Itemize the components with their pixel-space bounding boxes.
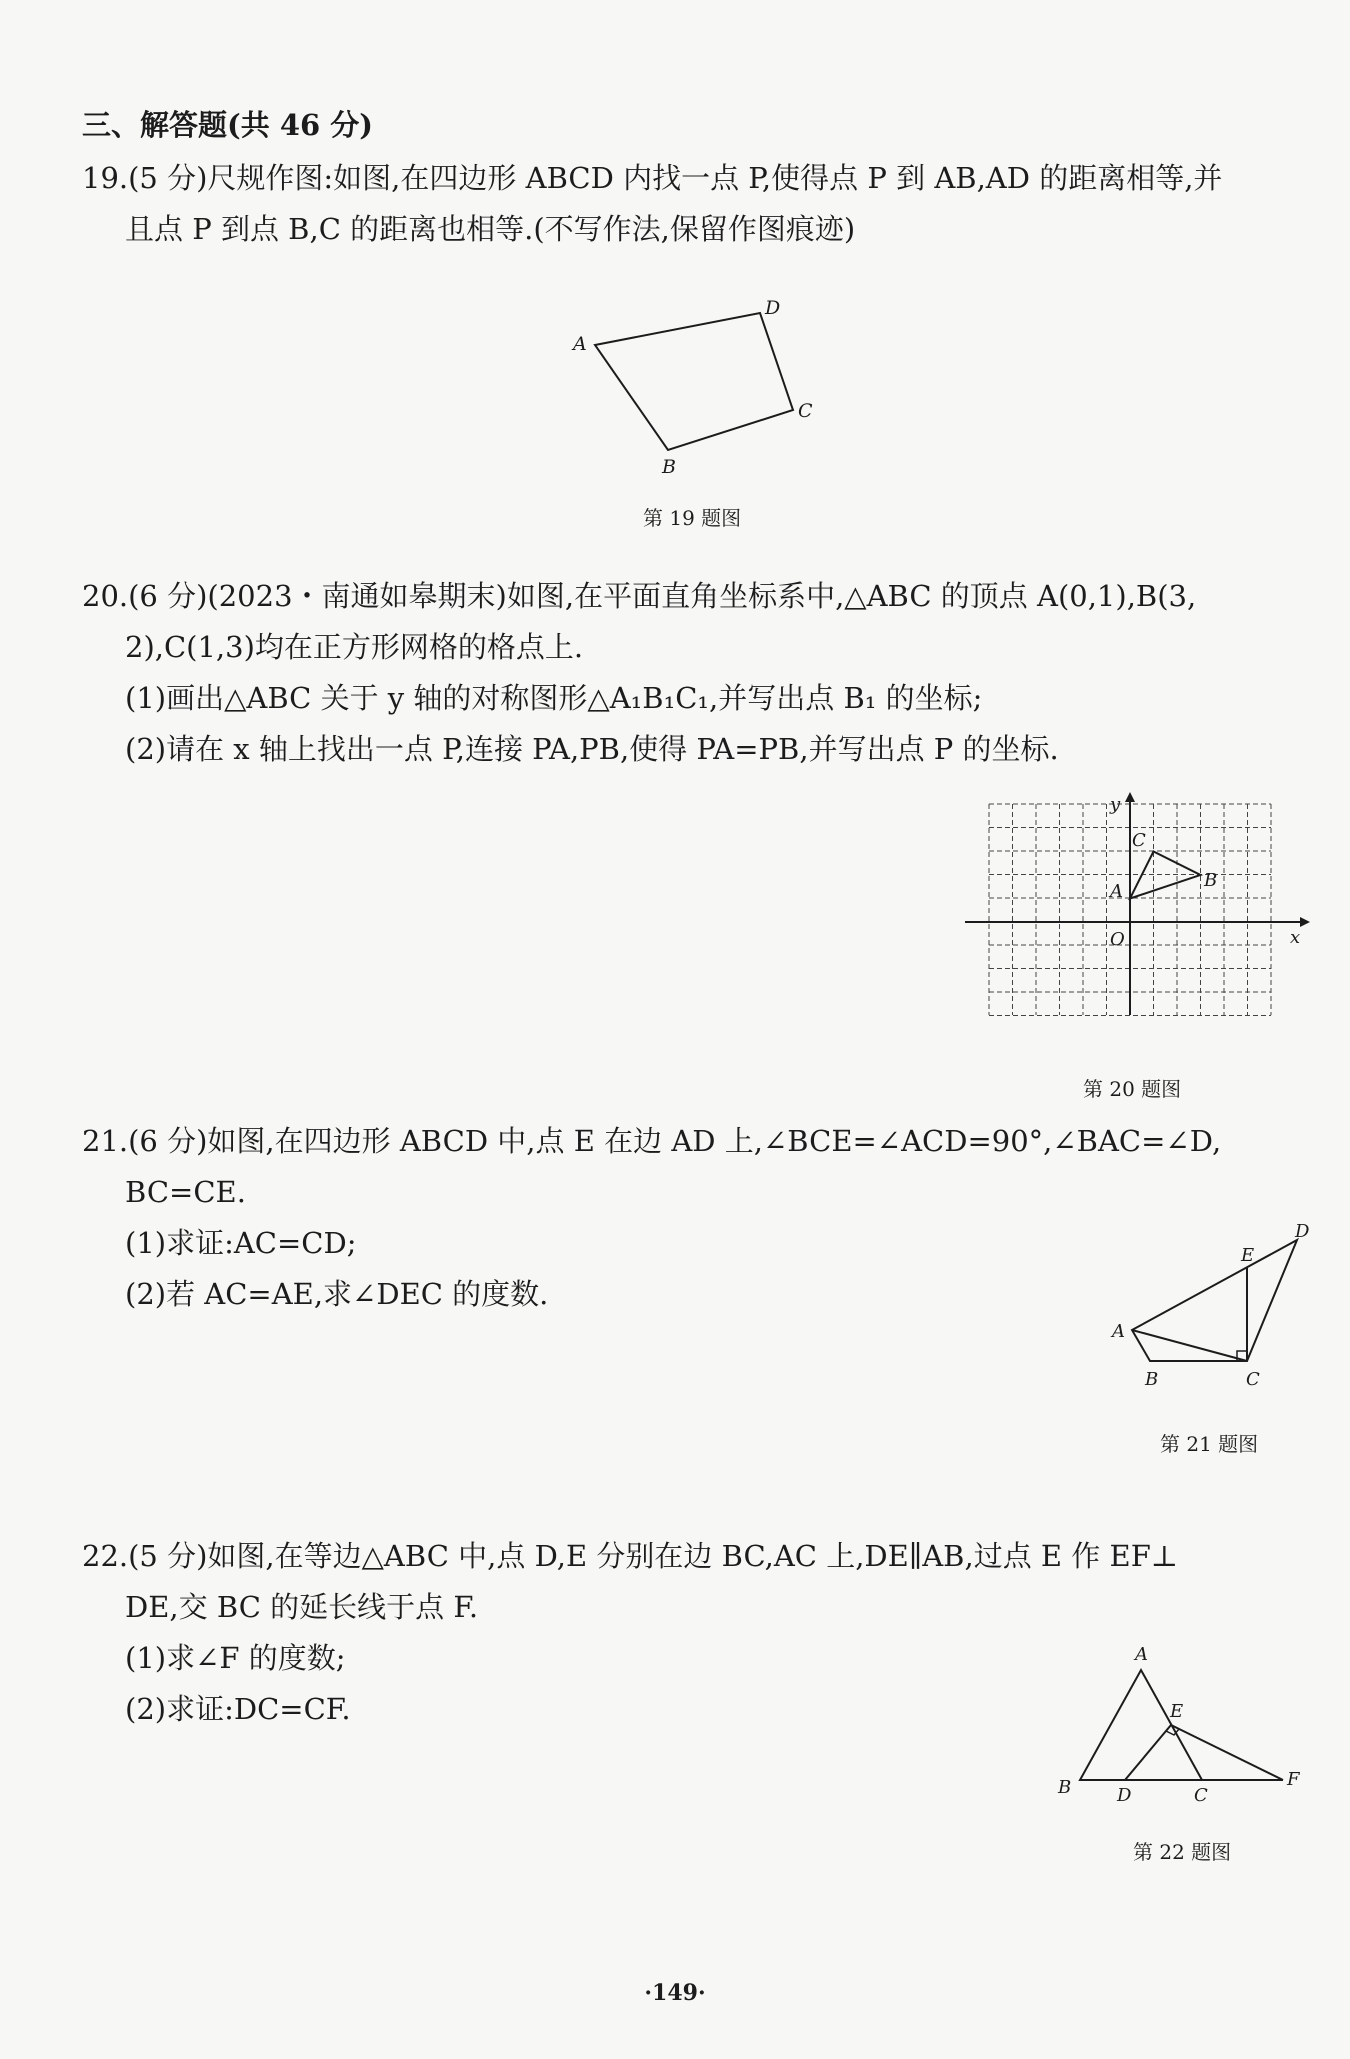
q22-label-C: C xyxy=(1194,1785,1208,1806)
page-number: ·149· xyxy=(644,1980,706,2006)
q21-caption: 第 21 题图 xyxy=(1160,1432,1259,1456)
q22-caption: 第 22 题图 xyxy=(1133,1840,1232,1864)
q22-label-D: D xyxy=(1117,1785,1132,1806)
q21-label-D: D xyxy=(1295,1221,1310,1242)
q21-segment-AC xyxy=(1132,1330,1247,1361)
section-title: 三、解答题(共 46 分) xyxy=(82,108,373,142)
q21-quadrilateral xyxy=(1132,1240,1297,1361)
q19-figure xyxy=(560,295,840,478)
q22-label-B: B xyxy=(1058,1777,1072,1798)
q20-label-B: B xyxy=(1204,870,1218,891)
q20-label-y: y xyxy=(1110,794,1121,815)
q20-grid-figure xyxy=(960,790,1310,1060)
q22-text-line4: (2)求证:DC=CF. xyxy=(125,1692,351,1726)
q21-label-A: A xyxy=(1112,1321,1125,1342)
q21-label-B: B xyxy=(1145,1369,1159,1390)
q21-text-line4: (2)若 AC=AE,求∠DEC 的度数. xyxy=(125,1277,549,1311)
q21-text-line2: BC=CE. xyxy=(125,1175,246,1209)
q20-x-axis-arrow xyxy=(1300,917,1310,927)
q19-quadrilateral xyxy=(595,313,793,450)
q20-text-line4: (2)请在 x 轴上找出一点 P,连接 PA,PB,使得 PA=PB,并写出点 P 的坐标. xyxy=(125,732,1059,766)
q20-text-line1: 20.(6 分)(2023・南通如皋期末)如图,在平面直角坐标系中,△ABC 的顶点 A(0,1),B(3, xyxy=(82,579,1197,613)
q20-y-axis-arrow xyxy=(1125,792,1135,802)
q19-label-A: A xyxy=(573,333,587,355)
q20-text-line2: 2),C(1,3)均在正方形网格的格点上. xyxy=(125,630,584,664)
q22-triangle-ABC xyxy=(1080,1670,1202,1780)
q19-label-B: B xyxy=(662,456,676,478)
q20-label-C: C xyxy=(1132,830,1146,851)
q22-segment-DE xyxy=(1125,1725,1171,1780)
q22-label-E: E xyxy=(1170,1701,1184,1722)
q22-text-line1: 22.(5 分)如图,在等边△ABC 中,点 D,E 分别在边 BC,AC 上,DE∥AB,过点 E 作 EF⊥ xyxy=(82,1539,1179,1573)
q20-label-A: A xyxy=(1110,881,1123,902)
q20-label-O: O xyxy=(1110,929,1125,950)
q21-figure xyxy=(1105,1221,1325,1395)
q21-text-line3: (1)求证:AC=CD; xyxy=(125,1226,357,1260)
q21-label-C: C xyxy=(1246,1369,1260,1390)
q19-label-C: C xyxy=(798,400,813,422)
q22-text-line3: (1)求∠F 的度数; xyxy=(125,1641,346,1675)
q22-text-line2: DE,交 BC 的延长线于点 F. xyxy=(125,1590,479,1624)
q19-text-line2: 且点 P 到点 B,C 的距离也相等.(不写作法,保留作图痕迹) xyxy=(125,212,856,246)
q20-caption: 第 20 题图 xyxy=(1083,1077,1182,1101)
q21-text-line1: 21.(6 分)如图,在四边形 ABCD 中,点 E 在边 AD 上,∠BCE=∠ACD=90°,∠BAC=∠D, xyxy=(82,1124,1222,1158)
q22-label-F: F xyxy=(1287,1769,1300,1790)
q20-text-line3: (1)画出△ABC 关于 y 轴的对称图形△A₁B₁C₁,并写出点 B₁ 的坐标; xyxy=(125,681,983,715)
q19-caption: 第 19 题图 xyxy=(643,506,742,530)
q22-figure xyxy=(1055,1645,1315,1815)
q19-label-D: D xyxy=(765,297,781,319)
q21-label-E: E xyxy=(1241,1245,1255,1266)
q22-label-A: A xyxy=(1135,1644,1148,1665)
q19-text-line1: 19.(5 分)尺规作图:如图,在四边形 ABCD 内找一点 P,使得点 P 到 AB,AD 的距离相等,并 xyxy=(82,161,1223,195)
q20-label-x: x xyxy=(1290,927,1301,948)
